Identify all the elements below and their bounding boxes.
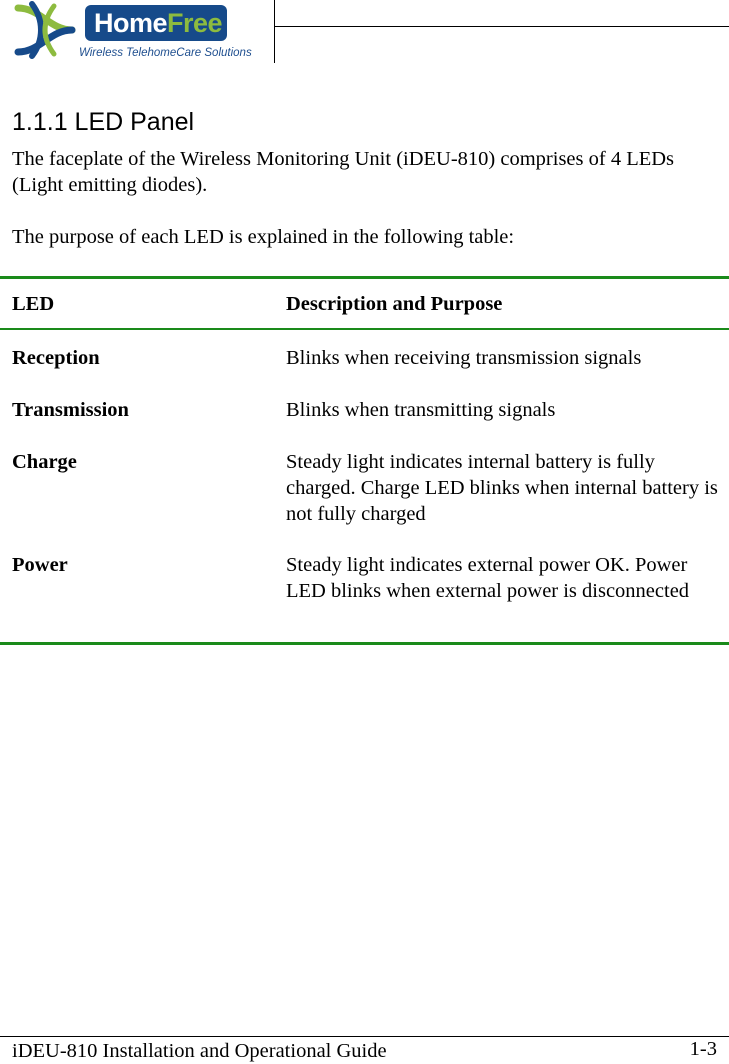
footer-rule [0,1036,729,1037]
lead-in-paragraph: The purpose of each LED is explained in the following table: [12,226,515,248]
footer-guide-title: iDEU-810 Installation and Operational Guide [12,1040,387,1062]
table-header-rule [0,328,729,330]
intro-paragraph: The faceplate of the Wireless Monitoring Unit (iDEU-810) comprises of 4 LEDs (Light emitting diodes). [12,148,675,196]
table-bottom-rule [0,642,729,645]
header-divider-horizontal [274,26,729,27]
logo-tagline: Wireless TelehomeCare Solutions [79,47,252,59]
table-row-led: Transmission [12,399,129,421]
logo-wordmark [94,7,222,39]
homefree-logo [10,0,272,64]
table-row-led: Reception [12,347,100,369]
table-top-rule [0,276,729,279]
logo-word-home: Home [94,8,168,38]
section-title: 1.1.1 LED Panel [12,108,195,136]
column-header-description: Description and Purpose [286,293,503,315]
logo-word-free: Free [167,8,223,38]
page-number: 1-3 [689,1038,717,1060]
table-row-description: Blinks when receiving transmission signals [286,347,642,369]
table-row-description: Steady light indicates internal battery is fully charged. Charge LED blinks when internal battery is not fully charged [286,451,718,525]
table-row-led: Power [12,554,68,576]
table-row-led: Charge [12,451,77,473]
table-row-description: Steady light indicates external power OK. Power LED blinks when external power is disconnected [286,554,690,602]
table-row-description: Blinks when transmitting signals [286,399,556,421]
dna-helix-icon [10,0,82,60]
header-divider-vertical [274,0,275,63]
column-header-led: LED [12,293,55,315]
